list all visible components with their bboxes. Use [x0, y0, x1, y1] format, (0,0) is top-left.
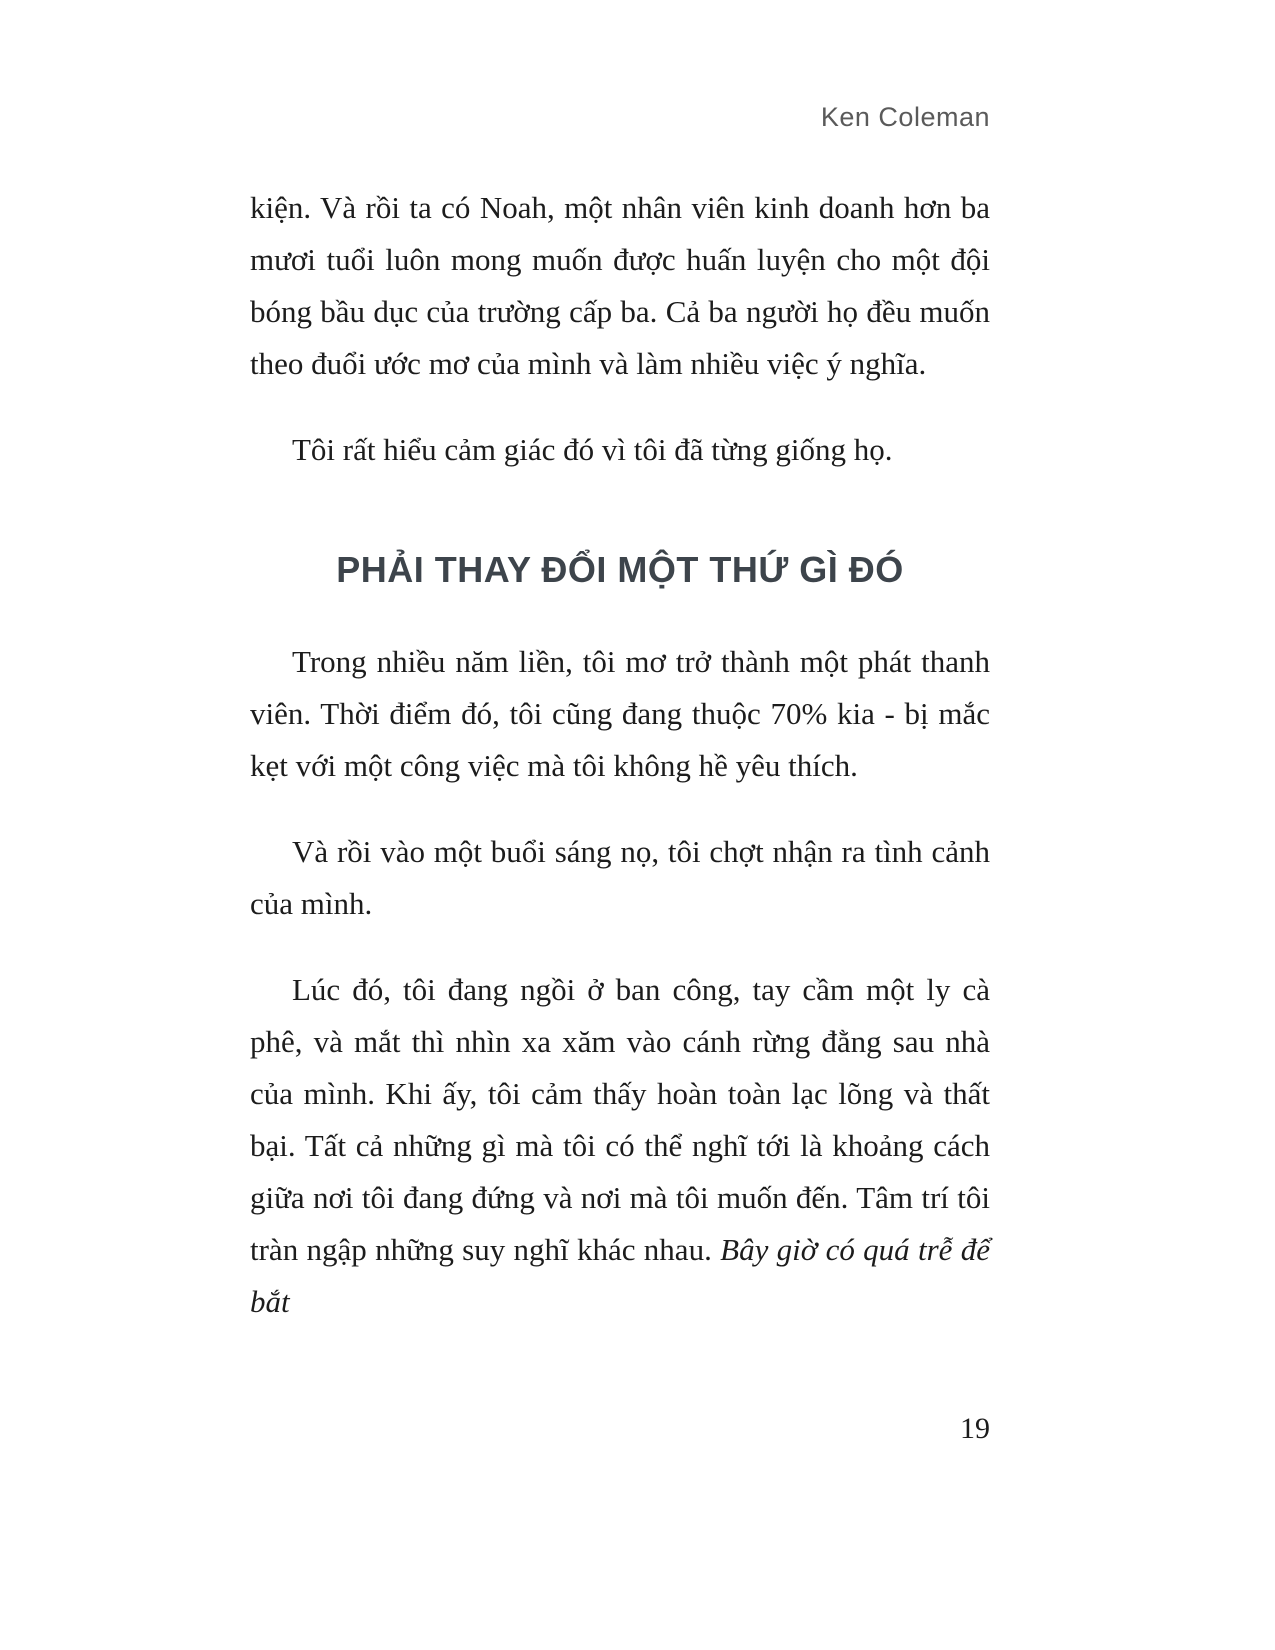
running-header: Ken Coleman [820, 102, 990, 132]
book-page [250, 0, 990, 1650]
paragraph: Tôi rất hiểu cảm giác đó vì tôi đã từng giống họ. [292, 432, 893, 467]
paragraph [250, 964, 990, 1328]
body-text-block [250, 182, 990, 1362]
paragraph: Trong nhiều năm liền, tôi mơ trở thành một phát thanh viên. Thời điểm đó, tôi cũng đang thuộc 70% kia - bị mắc kẹt với một công việc mà tôi không hề yêu thích. [250, 644, 990, 783]
paragraph-italic-run: Bây giờ có quá trễ để bắt [250, 1232, 990, 1319]
paragraph-normal-run: Lúc đó, tôi đang ngồi ở ban công, tay cầm một ly cà phê, và mắt thì nhìn xa xăm vào cánh rừng đằng sau nhà của mình. Khi ấy, tôi cảm thấy hoàn toàn lạc lõng và thất bại. Tất cả những gì mà tôi có thể nghĩ tới là khoảng cách giữa nơi tôi đang đứng và nơi mà tôi muốn đến. Tâm trí tôi tràn ngập những suy nghĩ khác nhau. [250, 972, 990, 1267]
section-heading: PHẢI THAY ĐỔI MỘT THỨ GÌ ĐÓ [336, 549, 904, 590]
paragraph-continuation: kiện. Và rồi ta có Noah, một nhân viên kinh doanh hơn ba mươi tuổi luôn mong muốn được huấn luyện cho một đội bóng bầu dục của trường cấp ba. Cả ba người họ đều muốn theo đuổi ước mơ của mình và làm nhiều việc ý nghĩa. [250, 190, 990, 381]
paragraph: Và rồi vào một buổi sáng nọ, tôi chợt nhận ra tình cảnh của mình. [250, 834, 990, 921]
page-number: 19 [960, 1412, 990, 1445]
